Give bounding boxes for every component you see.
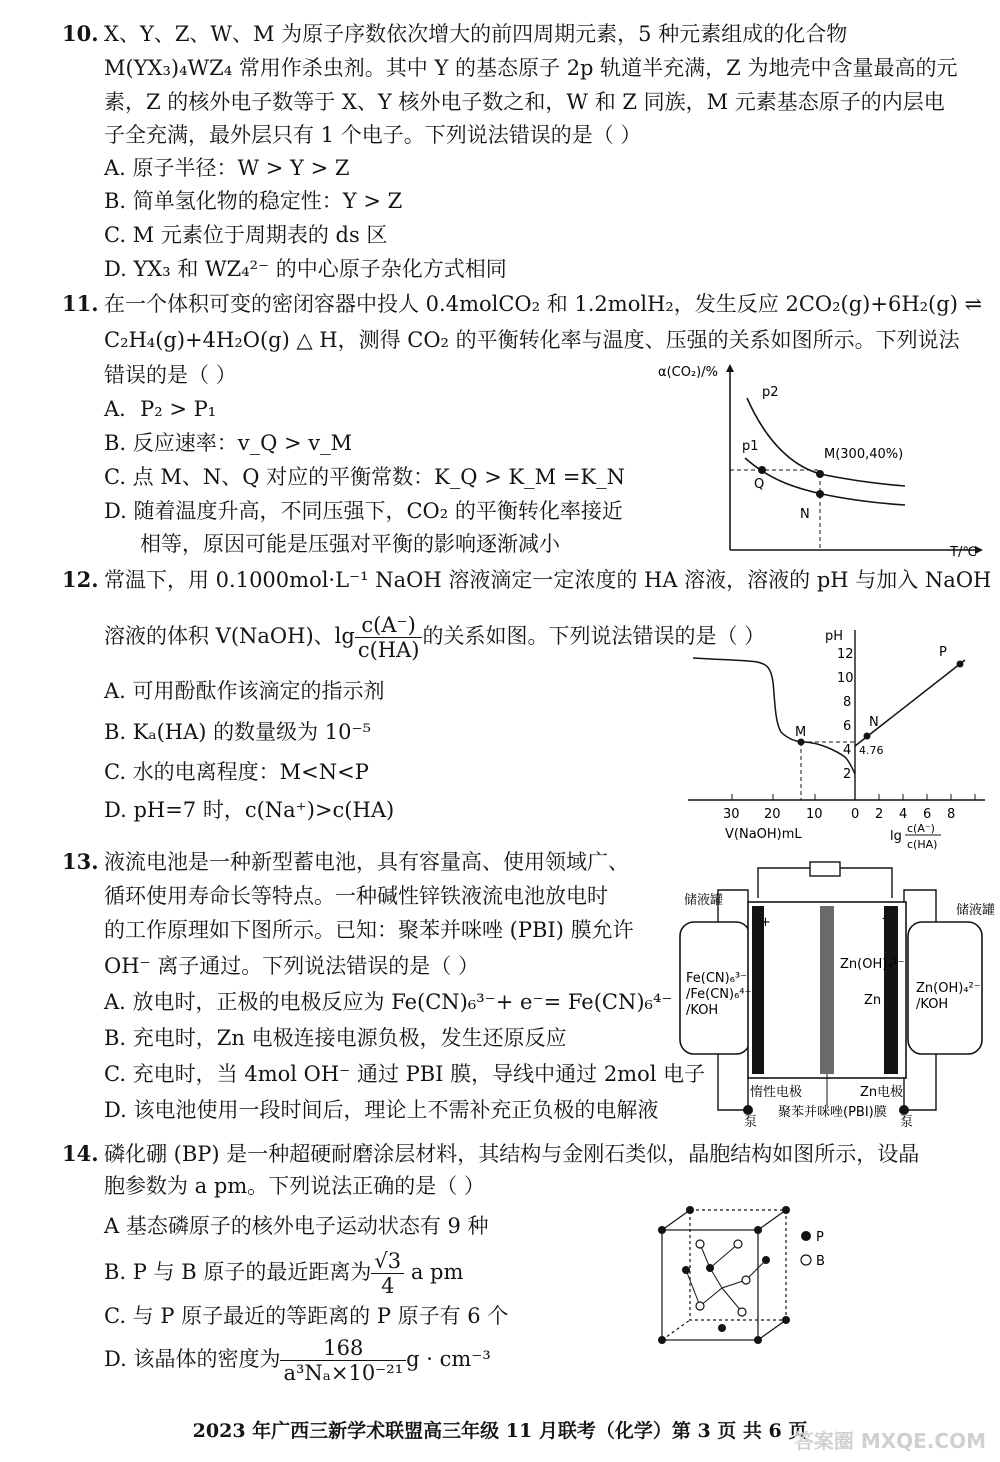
tank-right-label: 储液罐 [956,903,996,918]
x-axis-label-volume: V(NaOH)mL [725,827,802,842]
question-14-stem-line-2: 胞参数为 a pm。下列说法正确的是（ ） [104,1174,485,1198]
equilibrium-conversion-graph [650,360,990,560]
y-tick-4: 4 [843,743,852,758]
question-10-stem-line-1: X、Y、Z、W、M 为原子序数依次增大的前四周期元素，5 种元素组成的化合物 [104,22,848,46]
question-11-stem-line-3: 错误的是（ ） [104,363,237,387]
x-axis-label-ratio-num: c(A⁻) [907,822,935,835]
label-p2: p2 [762,385,779,400]
point-p [957,661,964,668]
q12-fraction-denominator: c(HA) [357,638,420,662]
y-axis-label: pH [825,629,844,644]
curve-p1 [745,458,905,505]
y-axis-arrow [726,364,734,372]
question-10-option-a: A. 原子半径：W > Y > Z [104,156,350,180]
y-tick-6: 6 [843,719,852,734]
label-q: Q [754,477,765,492]
negative-sign: - [882,911,887,926]
q14-option-d-text: D. 该晶体的密度为 [104,1347,281,1371]
x-tick-10: 10 [806,807,823,822]
question-11-option-c: C. 点 M、N、Q 对应的平衡常数：K_Q > K_M =K_N [104,465,625,489]
x-tick-6: 6 [923,807,932,822]
pipe-right-bottom [904,1054,936,1110]
question-14-option-b [104,1244,463,1300]
label-p: P [939,645,947,660]
question-14-option-c: C. 与 P 原子最近的等距离的 P 原子有 6 个 [104,1304,509,1328]
wire-left [758,868,810,898]
question-10-option-c: C. M 元素位于周期表的 ds 区 [104,223,388,247]
positive-sign: + [760,915,771,930]
q14-option-b-numerator: √3 [371,1249,404,1274]
lg-ratio-line [855,660,965,746]
x-tick-labels [723,807,955,822]
question-11-option-d-line-2: 相等，原因可能是压强对平衡的影响逐渐减小 [140,532,560,556]
pump-right-icon [899,1105,909,1115]
flow-battery-diagram [660,858,998,1128]
label-m: M(300,40%) [824,447,904,462]
point-m [816,470,824,478]
x-tick-20: 20 [764,807,781,822]
cell-edges [662,1210,786,1340]
x-tick-marks [732,794,975,800]
tank-left-species-1: Fe(CN)₆³⁻ [686,971,747,986]
external-circuit [758,862,892,898]
bonds [686,1244,766,1312]
y-tick-8: 8 [843,695,852,710]
titration-ph-graph [685,622,990,862]
question-12-option-a: A. 可用酚酞作该滴定的指示剂 [104,679,385,703]
q14-option-d-denominator: a³Nₐ×10⁻²¹ [283,1361,404,1385]
question-13-option-b: B. 充电时，Zn 电极连接电源负极，发生还原反应 [104,1026,567,1050]
question-14-option-a: A 基态磷原子的核外电子运动状态有 9 种 [104,1214,489,1238]
question-10-option-d: D. YX₃ 和 WZ₄²⁻ 的中心原子杂化方式相同 [104,257,507,281]
zn-electrode-label: Zn电极 [860,1085,904,1100]
question-14-stem-line-1: 磷化硼 (BP) 是一种超硬耐磨涂层材料，其结构与金刚石类似，晶胞结构如图所示，设晶 [104,1142,920,1166]
question-12-number: 12. [62,567,99,592]
question-10-number: 10. [62,21,99,46]
inert-electrode-plate [752,906,764,1074]
point-n [816,490,824,498]
legend-p-icon [801,1231,811,1241]
question-10-stem-line-4: 子全充满，最外层只有 1 个电子。下列说法错误的是（ ） [104,123,642,147]
question-10-option-b: B. 简单氢化物的稳定性：Y > Z [104,189,403,213]
x-tick-8: 8 [947,807,956,822]
y-tick-labels [837,647,854,782]
p-atoms [658,1206,790,1344]
label-n: N [869,715,879,730]
question-13-stem-line-2: 循环使用寿命长等特点。一种碱性锌铁液流电池放电时 [104,884,608,908]
question-11-option-b: B. 反应速率：v_Q > v_M [104,431,353,455]
y-tick-12: 12 [837,647,854,662]
b-atoms [696,1240,750,1316]
q14-option-b-text: B. P 与 B 原子的最近距离为 [104,1260,372,1284]
question-14-number: 14. [62,1141,99,1166]
question-12-option-c: C. 水的电离程度：M<N<P [104,760,369,784]
q14-option-b-unit: a pm [410,1260,464,1284]
tank-right-species-2: /KOH [916,997,949,1012]
question-11-number: 11. [62,291,99,316]
q14-option-b-fraction [371,1249,404,1298]
pump-right-label: 泵 [900,1115,914,1128]
q14-option-b-denominator: 4 [381,1274,395,1298]
tank-left-species-3: /KOH [686,1003,719,1018]
question-12-option-d: D. pH=7 时，c(Na⁺)>c(HA) [104,798,395,822]
page-footer: 2023 年广西三新学术联盟高三年级 11 月联考（化学）第 3 页 共 6 页 [192,1420,808,1442]
x-axis-label-ratio-den: c(HA) [907,838,938,851]
x-tick-4: 4 [899,807,908,822]
tank-left-label: 储液罐 [684,893,724,908]
question-12-option-b: B. Kₐ(HA) 的数量级为 10⁻⁵ [104,720,372,744]
question-13-option-c: C. 充电时，当 4mol OH⁻ 通过 PBI 膜，导线中通过 2mol 电子 [104,1062,706,1086]
question-13-number: 13. [62,849,99,874]
question-13-stem-line-3: 的工作原理如下图所示。已知：聚苯并咪唑 (PBI) 膜允许 [104,918,634,942]
legend-b-icon [801,1255,811,1265]
label-n: N [800,507,810,522]
question-13-option-a: A. 放电时，正极的电极反应为 Fe(CN)₆³⁻+ e⁻= Fe(CN)₆⁴⁻ [104,990,673,1014]
watermark-logo: 答案圈 MXQE.COM [793,1429,986,1453]
question-11-option-a: A．P₂ > P₁ [104,397,217,421]
point-n [864,733,871,740]
question-11-stem-line-2: C₂H₄(g)+4H₂O(g) △ H，测得 CO₂ 的平衡转化率与温度、压强的关系如图所示。下列说法 [104,328,960,352]
q14-option-d-fraction [280,1336,406,1385]
question-10-stem-line-3: 素，Z 的核外电子数等于 X、Y 核外电子数之和，W 和 Z 同族，M 元素基态原子的内层电 [104,90,945,114]
q14-option-d-unit: g · cm⁻³ [406,1347,491,1371]
pump-left-icon [743,1105,753,1115]
tank-right-species-1: Zn(OH)₄²⁻ [916,981,981,996]
question-12-stem-line-2 [104,606,765,666]
zn-electrode-plate [884,906,898,1074]
pump-left-label: 泵 [744,1115,758,1128]
pbi-membrane [820,906,834,1074]
question-13-option-d: D. 该电池使用一段时间后，理论上不需补充正负极的电解液 [104,1098,659,1122]
q12-stem-part-a: 溶液的体积 V(NaOH)、lg [104,624,355,648]
question-12-stem-line-1: 常温下，用 0.1000mol·L⁻¹ NaOH 溶液滴定一定浓度的 HA 溶液，溶液的 pH 与加入 NaOH [104,568,992,592]
legend-p-label: P [816,1230,824,1245]
x-tick-30: 30 [723,807,740,822]
question-13-stem-line-1: 液流电池是一种新型蓄电池，具有容量高、使用领域广、 [104,850,629,874]
q14-option-d-numerator: 168 [280,1336,406,1361]
label-p1: p1 [742,439,759,454]
label-4-76: 4.76 [859,744,884,757]
wire-right [840,868,892,898]
q12-stem-part-b: 的关系如图。下列说法错误的是（ ） [422,624,766,648]
x-tick-2: 2 [875,807,884,822]
x-axis-label-lg: lg [890,829,902,844]
pipe-left-bottom [718,1054,748,1110]
zn-species-label: Zn(OH)₄²⁻ [840,957,905,972]
question-11-stem-line-1: 在一个体积可变的密闭容器中投人 0.4molCO₂ 和 1.2molH₂，发生反应 2CO₂(g)+6H₂(g) ⇌ [104,292,983,316]
zn-label: Zn [864,993,882,1008]
membrane-label: 聚苯并咪唑(PBI)膜 [778,1105,887,1120]
q12-ratio-fraction [355,613,423,662]
q12-fraction-numerator: c(A⁻) [355,613,423,638]
legend-b-label: B [816,1254,825,1269]
x-axis-label: T/℃ [950,545,977,560]
load-resistor [810,862,840,876]
y-tick-10: 10 [837,671,854,686]
pipe-right-top [904,890,936,924]
question-14-option-d [104,1330,491,1388]
bp-unit-cell-diagram [650,1200,840,1360]
curve-p2 [747,398,905,486]
point-q [758,466,766,474]
x-tick-0: 0 [851,807,860,822]
question-13-stem-line-4: OH⁻ 离子通过。下列说法错误的是（ ） [104,954,479,978]
tank-left-species-2: /Fe(CN)₆⁴⁻ [686,987,752,1002]
label-m: M [795,725,807,740]
titration-curve [693,658,855,774]
y-tick-2: 2 [843,767,852,782]
question-10-stem-line-2: M(YX₃)₄WZ₄ 常用作杀虫剂。其中 Y 的基态原子 2p 轨道半充满，Z 为地壳中含量最高的元 [104,56,958,80]
question-11-option-d-line-1: D. 随着温度升高，不同压强下，CO₂ 的平衡转化率接近 [104,499,623,523]
inert-electrode-label: 惰性电极 [750,1085,803,1100]
y-axis-label: α(CO₂)/% [658,365,718,380]
